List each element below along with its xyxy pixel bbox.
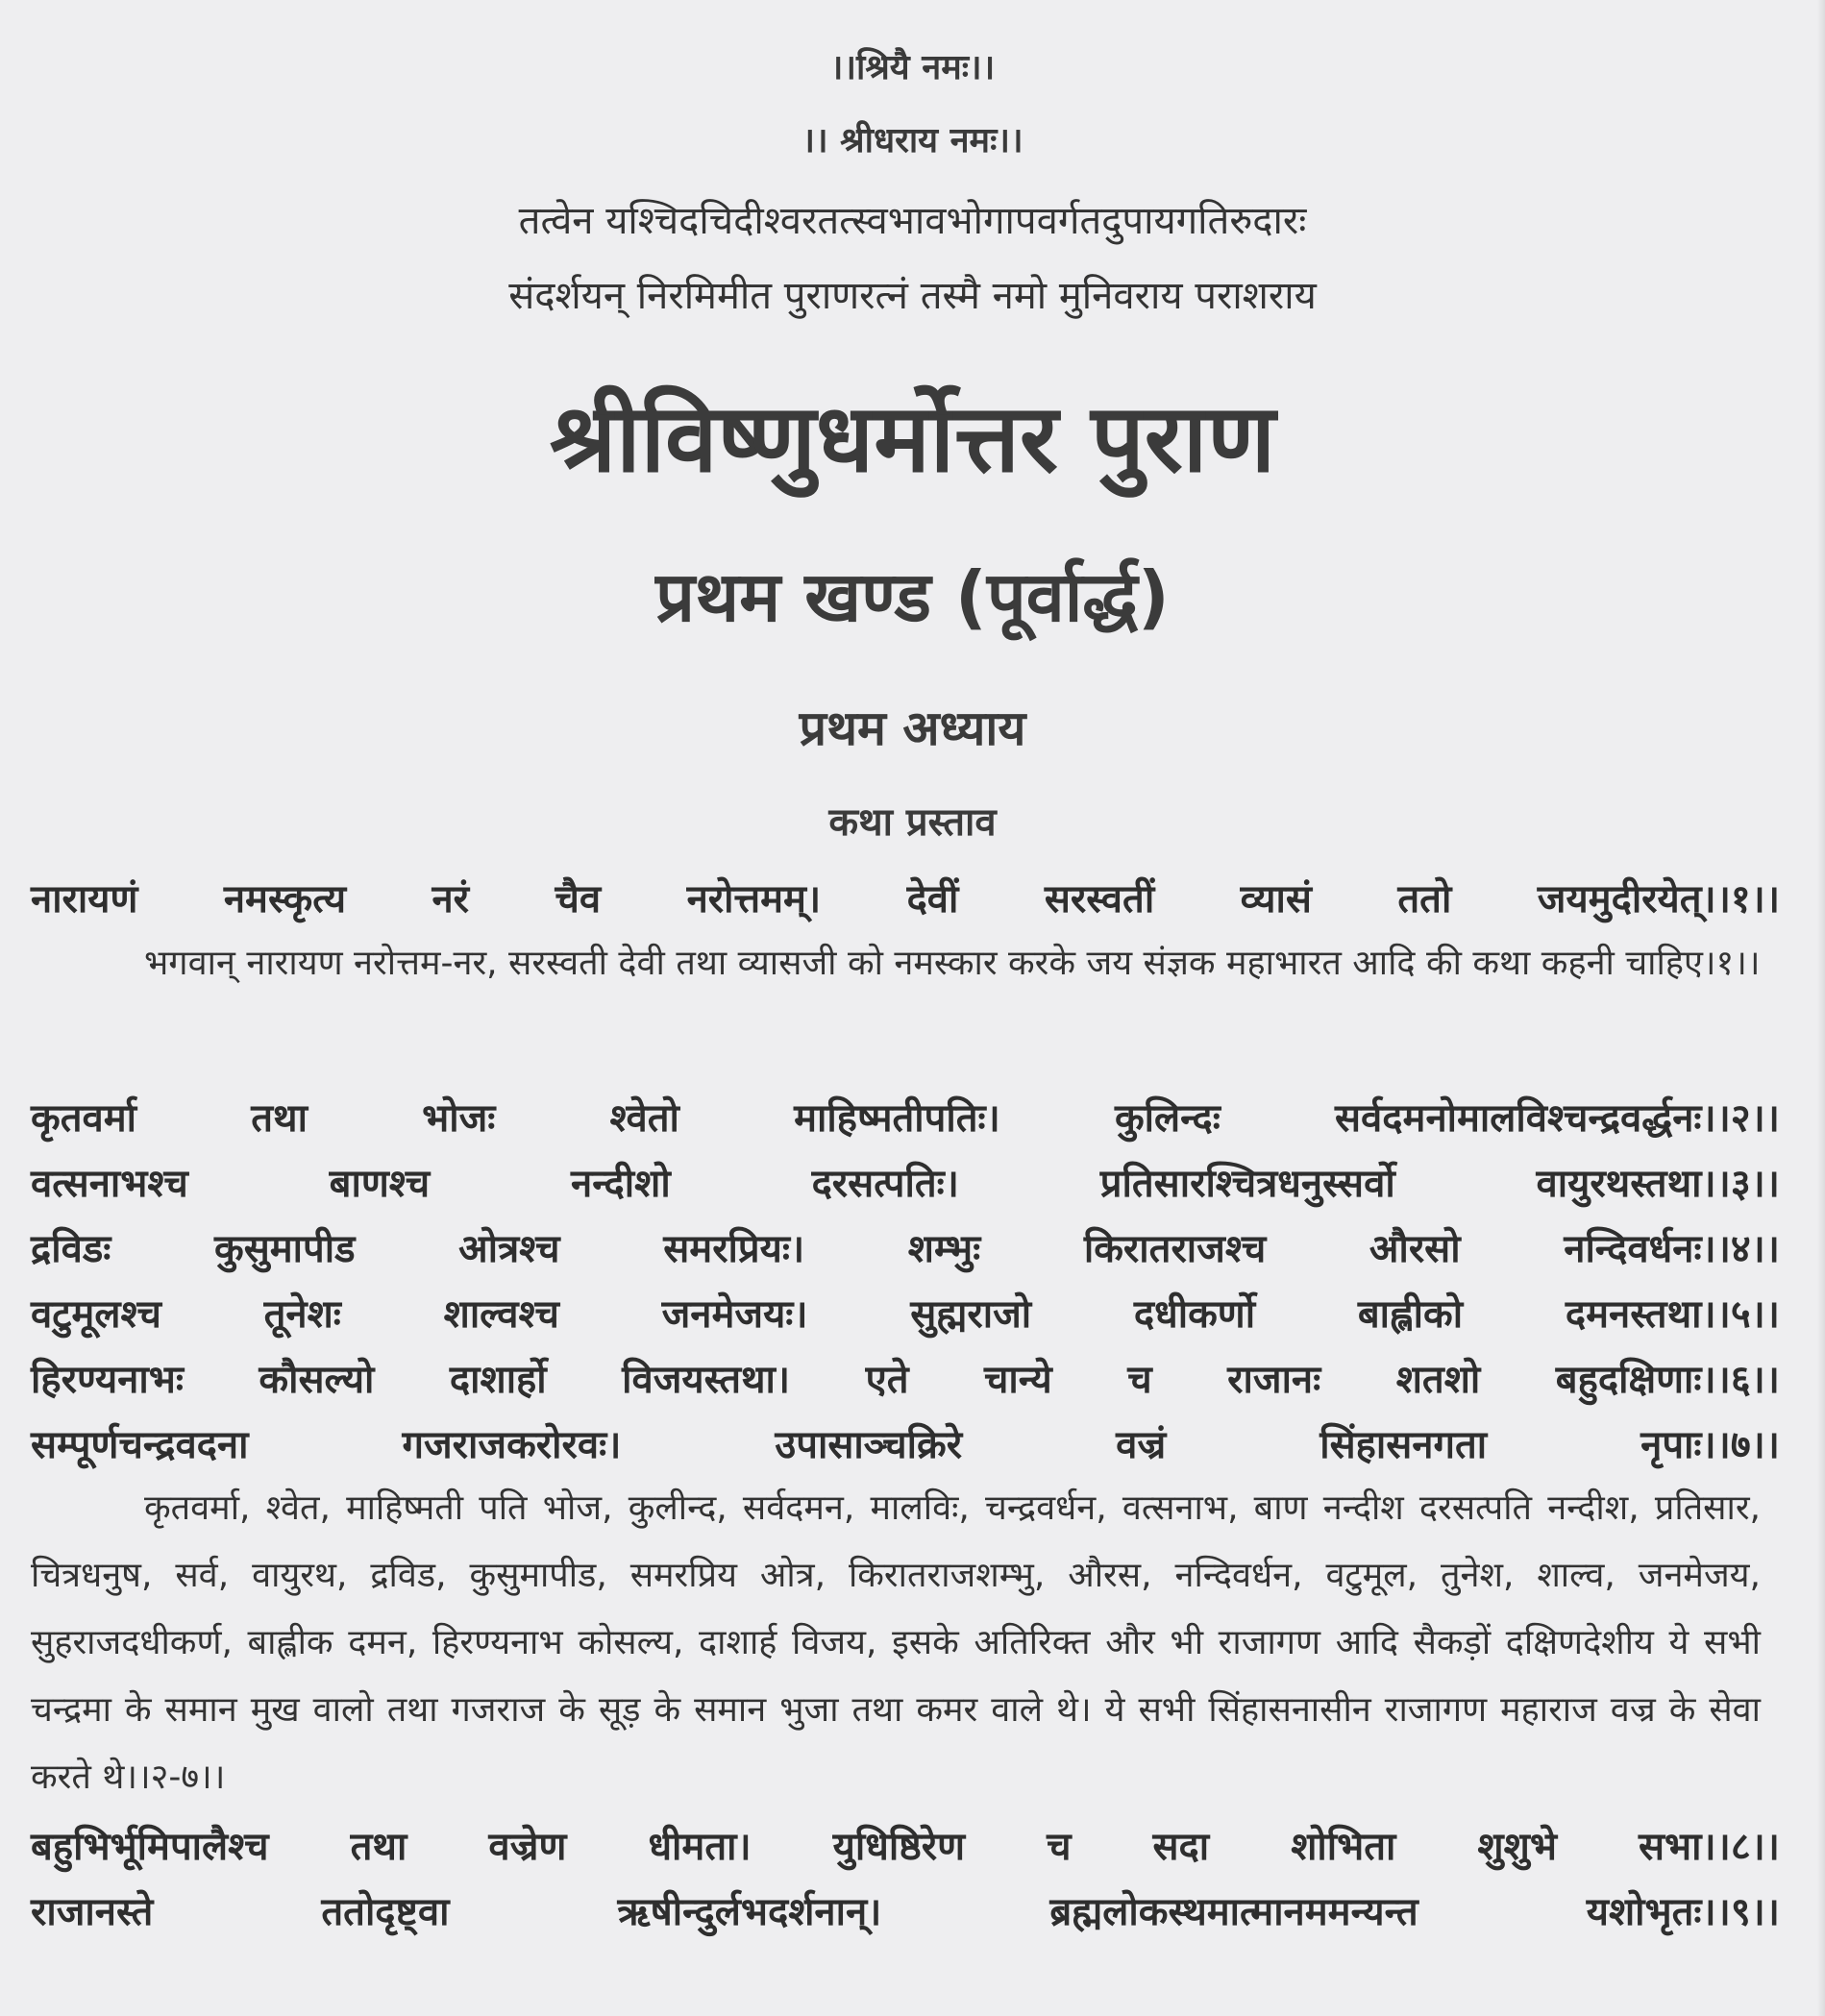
verse-word: ब्रह्मलोकस्थमात्मानममन्यन्त xyxy=(1049,1890,1418,1934)
verse-word: कुलिन्दः xyxy=(1114,1096,1221,1141)
verse-word: देवीं xyxy=(906,877,959,922)
verse-word: एते xyxy=(865,1358,909,1402)
verse-word: जयमुदीरयेत्।।१।। xyxy=(1537,877,1780,922)
verse-word: शतशो xyxy=(1395,1358,1481,1402)
verse-word: नरं xyxy=(432,877,470,922)
verse-word: दरसत्पतिः। xyxy=(811,1162,959,1206)
verse-word: युधिष्ठिरेण xyxy=(832,1825,966,1869)
verse-word: वटुमूलश्च xyxy=(31,1292,161,1337)
verse-word: ततो xyxy=(1397,877,1452,922)
verse-word: वत्सनाभश्च xyxy=(31,1162,188,1206)
verse-word: च xyxy=(1127,1358,1152,1402)
verse-word: औरसो xyxy=(1369,1227,1461,1271)
verse-word: शुशुभे xyxy=(1477,1825,1557,1869)
verse-word: सरस्वतीं xyxy=(1044,877,1155,922)
verse-word: विजयस्तथा। xyxy=(622,1358,791,1402)
verse-word: दमनस्तथा।।५।। xyxy=(1565,1292,1780,1337)
topic-heading: कथा प्रस्ताव xyxy=(828,800,997,845)
intro-verse-line-1: तत्वेन यश्चिदचिदीश्वरतत्स्वभावभोगापवर्गतदुपायगतिरुदारः xyxy=(518,199,1307,243)
translation-paragraph-1: भगवान् नारायण नरोत्तम-नर, सरस्वती देवी तथा व्यासजी को नमस्कार करके जय संज्ञक महाभारत आदि की कथा कहनी चाहिए।१।। xyxy=(144,944,1761,983)
verse-word: वज्रं xyxy=(1116,1423,1167,1467)
verse-word: सम्पूर्णचन्द्रवदना xyxy=(31,1423,249,1467)
verse-word: ओत्रश्च xyxy=(458,1227,560,1271)
verse-word: नन्दीशो xyxy=(571,1162,671,1206)
verse-word: किरातराजश्च xyxy=(1083,1227,1267,1271)
verse-line xyxy=(31,1351,1780,1404)
verse-word: बहुदक्षिणाः।।६।। xyxy=(1555,1358,1780,1402)
verse-word: समरप्रियः। xyxy=(663,1227,805,1271)
verse-word: बाणश्च xyxy=(329,1162,431,1206)
chapter-heading: प्रथम अध्याय xyxy=(799,701,1026,756)
verse-line xyxy=(31,1220,1780,1273)
invocation-shriyai: ।।श्रियै नमः।। xyxy=(829,48,996,87)
verse-word: च xyxy=(1047,1825,1072,1869)
verse-word: सुह्मराजो xyxy=(910,1292,1032,1337)
verse-word: बाह्लीको xyxy=(1357,1292,1464,1337)
verse-line xyxy=(31,1090,1780,1143)
verse-word: तूनेशः xyxy=(263,1292,341,1337)
book-title: श्रीविष्णुधर्मोत्तर पुराण xyxy=(549,384,1276,494)
translation-paragraph-2: कृतवर्मा, श्वेत, माहिष्मती पति भोज, कुलीन्द, सर्वदमन, मालविः, चन्द्रवर्धन, वत्सनाभ, बाण नन्दीश दरसत्पति नन्दीश, प्रतिसार, चित्रधनुष, सर्व, वायुरथ, द्रविड, कुसुमापीड, समरप्रिय ओत्र, किरातराजशम्भु, औरस, नन्दिवर्धन, वटुमूल, तुनेश, शाल्व, जनमेजय, सुहराजदधीकर्ण, बाह्लीक दमन, हिरण्यनाभ कोसल्य, दाशार्ह विजय, इसके अतिरिक्त और भी राजागण आदि सैकड़ों दक्षिणदेशीय ये सभी चन्द्रमा के समान मुख वालो तथा गजराज के सूड़ के समान भुजा तथा कमर वाले थे। ये सभी सिंहासनासीन राजागण महाराज वज्र के सेवा करते थे।।२-७।। xyxy=(31,1488,1761,1797)
verse-line xyxy=(31,1883,1780,1936)
verse-line xyxy=(31,1286,1780,1339)
verse-word: हिरण्यनाभः xyxy=(31,1358,184,1402)
verse-word: ततोदृष्ट्वा xyxy=(321,1890,450,1934)
verse-word: राजानः xyxy=(1227,1358,1321,1402)
verse-word: प्रतिसारश्चित्रधनुस्सर्वो xyxy=(1099,1162,1395,1206)
verse-word: भोजः xyxy=(422,1096,496,1141)
verse-word: नृपाः।।७।। xyxy=(1640,1423,1780,1467)
verse-word: व्यासं xyxy=(1240,877,1312,922)
verse-word: शम्भुः xyxy=(907,1227,981,1271)
verse-word: सदा xyxy=(1152,1825,1210,1869)
verse-word: दाशार्हो xyxy=(449,1358,547,1402)
verse-word: यशोभृतः।।९।। xyxy=(1586,1890,1780,1934)
verse-word: शोभिता xyxy=(1291,1825,1396,1869)
invocation-shridharaya: ।। श्रीधराय नमः।। xyxy=(802,121,1023,160)
verse-word: तथा xyxy=(251,1096,308,1141)
verse-word: ऋषीन्दुर्लभदर्शनान्। xyxy=(617,1890,882,1934)
page-edge-shadow xyxy=(1817,0,1825,2016)
verse-word: राजानस्ते xyxy=(31,1890,154,1934)
verse-word: सिंहासनगता xyxy=(1319,1423,1488,1467)
verse-word: शाल्वश्च xyxy=(443,1292,559,1337)
verse-word: नारायणं xyxy=(31,877,138,922)
verse-word: द्रविडः xyxy=(31,1227,111,1271)
verse-word: सर्वदमनोमालविश्चन्द्रवर्द्धनः।।२।। xyxy=(1335,1096,1780,1141)
verse-word: तथा xyxy=(350,1825,407,1869)
verse-word: कुसुमापीड xyxy=(213,1227,356,1271)
verse-word: चैव xyxy=(555,877,602,922)
verse-word: कृतवर्मा xyxy=(31,1096,137,1141)
verse-line xyxy=(31,871,1780,923)
verse-word: सभा।।८।। xyxy=(1638,1825,1780,1869)
book-subtitle: प्रथम खण्ड (पूर्वार्द्ध) xyxy=(655,556,1170,637)
verse-word: चान्ये xyxy=(984,1358,1052,1402)
verse-word: वज्रेण xyxy=(488,1825,567,1869)
verse-word: जनमेजयः। xyxy=(661,1292,808,1337)
verse-line xyxy=(31,1155,1780,1208)
verse-line xyxy=(31,1818,1780,1871)
verse-word: वायुरथस्तथा।।३।। xyxy=(1536,1162,1780,1206)
verse-word: धीमता। xyxy=(648,1825,752,1869)
verse-word: माहिष्मतीपतिः। xyxy=(794,1096,1000,1141)
intro-verse-line-2: संदर्शयन् निरमिमीत पुराणरत्नं तस्मै नमो मुनिवराय पराशराय xyxy=(508,274,1317,318)
verse-word: कौसल्यो xyxy=(259,1358,375,1402)
verse-word: गजराजकरोरवः। xyxy=(402,1423,622,1467)
verse-word: श्वेतो xyxy=(609,1096,679,1141)
verse-word: नरोत्तमम्। xyxy=(686,877,822,922)
verse-word: बहुभिर्भूमिपालैश्च xyxy=(31,1825,269,1869)
verse-word: दधीकर्णो xyxy=(1133,1292,1256,1337)
verse-word: नमस्कृत्य xyxy=(223,877,347,922)
verse-word: नन्दिवर्धनः।।४।। xyxy=(1564,1227,1780,1271)
verse-line xyxy=(31,1416,1780,1469)
verse-word: उपासाञ्चक्रिरे xyxy=(775,1423,963,1467)
